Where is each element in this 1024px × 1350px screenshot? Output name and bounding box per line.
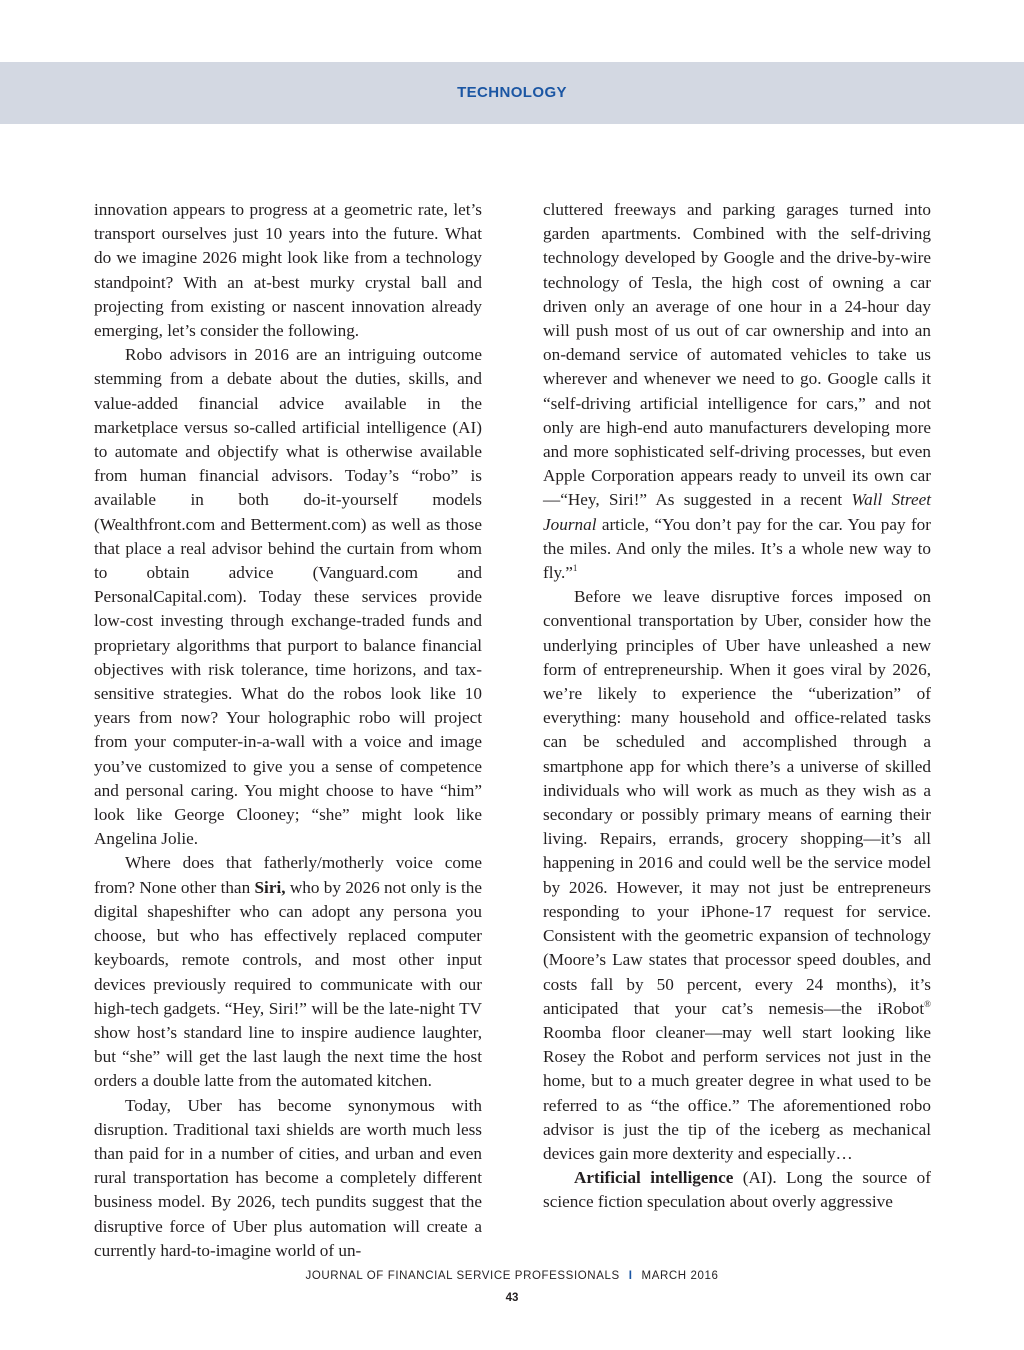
paragraph-text: article, “You don’t pay for the car. You pay for the miles. And only the miles. It’s a whole new way to fly.” [543,514,931,583]
bold-term-siri: Siri, [254,877,286,897]
paragraph [543,1166,931,1214]
paragraph [543,585,931,1166]
section-banner [0,62,1024,124]
paragraph-text: (AI). Long the source of science fiction speculation about overly aggressive [543,1168,931,1212]
paragraph [94,851,482,1093]
article-column-right [543,198,931,1215]
issue-date: MARCH 2016 [641,1270,719,1282]
paragraph: Today, Uber has become synonymous with disruption. Traditional taxi shields are worth much less than paid for in a number of cities, and urban and even rural transportation has become a completely different business model. By 2026, tech pundits suggest that the disruptive force of Uber plus automation will create a currently hard-to-imagine world of un- [94,1095,482,1260]
footer-separator: I [628,1270,633,1282]
paragraph: innovation appears to progress at a geometric rate, let’s transport ourselves just 10 years into the future. What do we imagine 2026 might look like from a technology standpoint? With an at-best murky crystal ball and projecting from existing or nascent innovation already emerging, let’s consider the following. [94,200,482,341]
bold-term-ai: Artificial intelligence [574,1168,734,1188]
paragraph-text: cluttered freeways and parking garages turned into garden apartments. Combined with the self-driving technology developed by Google and the drive-by-wire technology of Tesla, the high cost of owning a car driven only an average of one hour in a 24-hour day will push most of us out of car ownership and into an on-demand service of automated vehicles to take us wherever and whenever we need to go. Google calls it “self-driving artificial intelligence for cars,” and not only are high-end auto manufacturers developing more and more sophisticated self-driving processes, but even Apple Corporation appears ready to unveil its own car—“Hey, Siri!” As suggested in a recent [543,200,931,510]
paragraph: Robo advisors in 2016 are an intriguing outcome stemming from a debate about the duties, skills, and value-added financial advice available in the marketplace versus so-called artificial intelligence (AI) to automate and objectify what is otherwise available from human financial advisors. Today’s “robo” is available in both do-it-yourself models (Wealthfront.com and Betterment.com) as well as those that place a real advisor behind the curtain from whom to obtain advice (Vanguard.com and PersonalCapital.com). Today these services provide low-cost investing through exchange-traded funds and proprietary algorithms that purport to balance financial objectives with risk tolerance, time horizons, and tax-sensitive strategies. What do the robos look like 10 years from now? Your holographic robo will project from your computer-in-a-wall with a voice and image you’ve customized to give you a sense of competence and personal caring. You might choose to have “him” look like George Clooney; “she” might look like Angelina Jolie. [94,345,482,849]
paragraph-text: Where does that fatherly/motherly voice come from? None other than [94,853,482,897]
paragraph [543,198,931,585]
registered-mark: ® [924,998,931,1009]
paragraph-text: Before we leave disruptive forces imposed on conventional transportation by Uber, consider how the underlying principles of Uber have unleashed a new form of entrepreneurship. When it goes viral by 2026, we’re likely to experience the “uberization” of everything: many household and office-related tasks can be scheduled and accomplished through a smartphone app for which there’s a universe of skilled individuals who will work as much as they wish as a secondary or possibly primary means of earning their living. Repairs, errands, grocery shopping—it’s all happening in 2016 and could well be the service model by 2026. However, it may not just be entrepreneurs responding to your iPhone-17 request for service. Consistent with the geometric expansion of technology (Moore’s Law states that processor speed doubles, and costs fall by 50 percent, every 24 months), it’s anticipated that your cat’s nemesis—the iRobot [543,587,931,1018]
page-footer [0,1270,1024,1282]
page-number: 43 [505,1292,519,1304]
paragraph-text: Roomba floor cleaner—may well start looking like Rosey the Robot and perform services not just in the home, but to a much greater degree in what used to be referred to as “the office.” The aforementioned robo advisor is just the tip of the iceberg as mechanical devices gain more dexterity and especially… [543,1022,931,1163]
footnote-marker: 1 [572,563,578,574]
article-column-left [94,198,482,1263]
publication-title: Wall Street Journal [543,490,931,534]
journal-name: JOURNAL OF FINANCIAL SERVICE PROFESSIONALS [305,1270,620,1282]
paragraph-text: who by 2026 not only is the digital shapeshifter who can adopt any persona you choose, but who has effectively replaced computer keyboards, remote controls, and most other input devices previously required to communicate with our high-tech gadgets. “Hey, Siri!” will be the late-night TV show host’s standard line to inspire audience laughter, but “she” will get the last laugh the next time the host orders a double latte from the automated kitchen. [94,877,482,1091]
section-title: TECHNOLOGY [457,84,567,101]
